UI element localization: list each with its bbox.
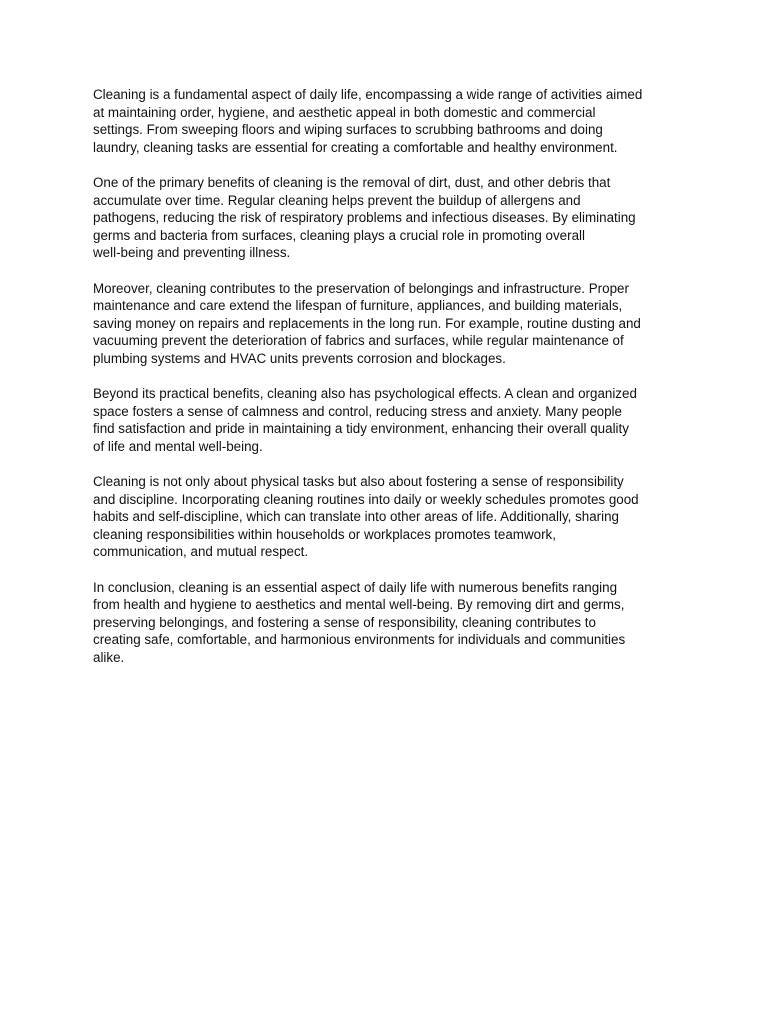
- document-body: [93, 86, 678, 667]
- paragraph-health-benefits: One of the primary benefits of cleaning is the removal of dirt, dust, and other debris that accumulate over time. Regular cleaning helps prevent the buildup of allergens and pathogens, reducing the risk of respiratory problems and infectious diseases. By eliminating germs and bacteria from surfaces, cleaning plays a crucial role in promoting overall well-being and preventing illness.: [93, 174, 636, 261]
- paragraph-intro: Cleaning is a fundamental aspect of daily life, encompassing a wide range of activities aimed at maintaining order, hygiene, and aesthetic appeal in both domestic and commercial settings. From sweeping floors and wiping surfaces to scrubbing bathrooms and doing laundry, cleaning tasks are essential for creating a comfortable and healthy environment.: [93, 87, 643, 155]
- paragraph-conclusion: In conclusion, cleaning is an essential aspect of daily life with numerous benefits ranging from health and hygiene to aesthetics and mental well-being. By removing dirt and germs, preserving belongings, and fostering a sense of responsibility, cleaning contributes to creating safe, comfortable, and harmonious environments for individuals and communities alike.: [93, 579, 626, 665]
- paragraph-psychological-effects: Beyond its practical benefits, cleaning also has psychological effects. A clean and organized space fosters a sense of calmness and control, reducing stress and anxiety. Many people find satisfaction and pride in maintaining a tidy environment, enhancing their overall quality of life and mental well-being.: [93, 386, 637, 454]
- paragraph-preservation: Moreover, cleaning contributes to the preservation of belongings and infrastructure. Proper maintenance and care extend the lifespan of furniture, appliances, and building materials, saving money on repairs and replacements in the long run. For example, routine dusting and vacuuming prevent the deterioration of fabrics and surfaces, while regular maintenance of plumbing systems and HVAC units prevents corrosion and blockages.: [93, 280, 641, 366]
- paragraph-responsibility: Cleaning is not only about physical tasks but also about fostering a sense of responsibility and discipline. Incorporating cleaning routines into daily or weekly schedules promotes good habits and self-discipline, which can translate into other areas of life. Additionally, sharing cleaning responsibilities within households or workplaces promotes teamwork, communication, and mutual respect.: [93, 474, 639, 560]
